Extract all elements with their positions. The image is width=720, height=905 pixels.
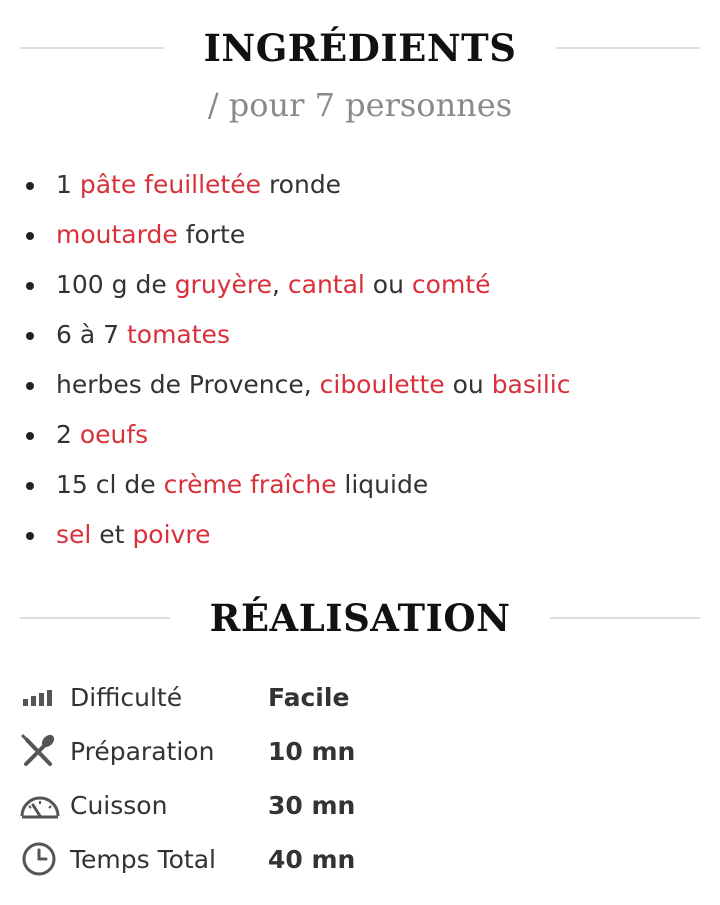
ingredient-item [0,460,570,510]
ingredient-link[interactable]: tomates [126,320,230,349]
ingredient-text: 1 [56,170,80,199]
ingredient-link[interactable]: pâte feuilletée [79,170,261,199]
realisation-heading [20,588,700,648]
heading-rule-right [556,47,700,49]
ingredient-text: ou [444,370,492,399]
info-row-difficulty [20,670,350,724]
info-label: Difficulté [70,682,183,712]
ingredient-item [0,510,570,560]
ingredient-item [0,310,570,360]
realisation-title: RÉALISATION [209,596,511,640]
heading-rule-left [20,47,164,49]
ingredient-link[interactable]: comté [411,270,491,299]
ingredient-item [0,210,570,260]
info-label: Préparation [70,736,215,766]
ingredient-link[interactable]: sel [56,520,92,549]
heading-rule-right [550,617,700,619]
ingredient-link[interactable]: cantal [287,270,365,299]
clock-icon [20,839,60,879]
servings-subtitle: / pour 7 personnes [207,86,513,124]
info-label: Temps Total [70,844,216,874]
ingredient-text: , [271,270,288,299]
ingredient-item [0,160,570,210]
info-value: 30 mn [268,790,356,820]
ingredient-text: 2 [56,420,80,449]
info-value: 10 mn [268,736,356,766]
cooking-gauge-icon [20,785,60,825]
info-value: 40 mn [268,844,356,874]
ingredient-item [0,410,570,460]
spoon-knife-icon [20,731,60,771]
ingredient-link[interactable]: crème fraîche [163,470,337,499]
ingredients-heading [20,18,700,78]
recipe-info [20,670,356,886]
ingredients-title: INGRÉDIENTS [203,26,517,70]
ingredient-text: ou [364,270,412,299]
info-row-preparation [20,724,356,778]
ingredient-link[interactable]: basilic [491,370,571,399]
ingredient-link[interactable]: gruyère [174,270,272,299]
ingredient-link[interactable]: oeufs [79,420,149,449]
ingredient-text: forte [177,220,246,249]
ingredients-list [0,160,570,560]
ingredient-item [0,360,570,410]
ingredient-text: 6 à 7 [56,320,127,349]
difficulty-bars-icon [20,677,60,717]
heading-rule-left [20,617,170,619]
info-row-cuisson [20,778,356,832]
info-value: Facile [268,682,350,712]
ingredient-text: 15 cl de [56,470,164,499]
info-row-total [20,832,356,886]
ingredient-text: ronde [261,170,342,199]
ingredient-item [0,260,570,310]
ingredient-link[interactable]: poivre [132,520,211,549]
ingredient-link[interactable]: moutarde [56,220,178,249]
ingredient-text: 100 g de [56,270,175,299]
ingredient-text: herbes de Provence, [56,370,320,399]
ingredient-link[interactable]: ciboulette [319,370,445,399]
info-label: Cuisson [70,790,168,820]
ingredient-text: et [91,520,133,549]
ingredient-text: liquide [336,470,429,499]
